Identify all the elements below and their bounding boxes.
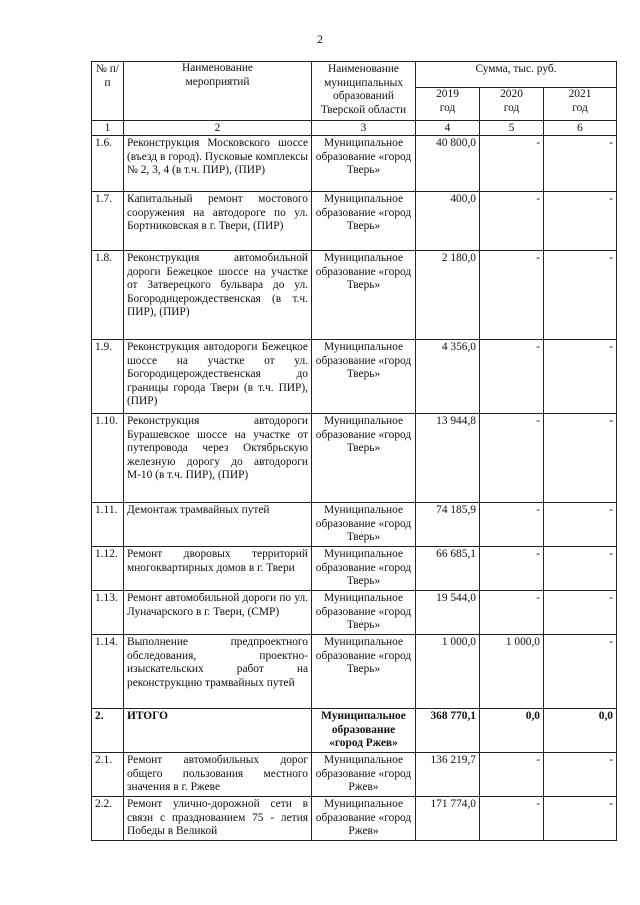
col-number: 5 [480, 121, 544, 136]
row-number: 1.9. [92, 340, 124, 414]
row-value-2020: - [480, 797, 544, 841]
row-value-2021: - [544, 635, 617, 709]
table-row [92, 503, 617, 547]
header-2019: 2019 год [416, 88, 480, 121]
header-muni: Наименование муниципальных образований Тверской области [312, 62, 416, 121]
row-value-2020: 0,0 [480, 709, 544, 753]
row-value-2019: 66 685,1 [416, 547, 480, 591]
header-row-1 [92, 62, 617, 88]
row-value-2020: - [480, 192, 544, 251]
col-number: 6 [544, 121, 617, 136]
row-number: 1.7. [92, 192, 124, 251]
col-number: 3 [312, 121, 416, 136]
col-number: 2 [124, 121, 312, 136]
row-value-2021: - [544, 192, 617, 251]
row-value-2020: 1 000,0 [480, 635, 544, 709]
table-row [92, 340, 617, 414]
row-value-2019: 1 000,0 [416, 635, 480, 709]
row-number: 1.10. [92, 414, 124, 503]
row-municipality: Муниципальное образование «город Тверь» [312, 635, 416, 709]
row-value-2019: 19 544,0 [416, 591, 480, 635]
row-value-2019: 400,0 [416, 192, 480, 251]
row-municipality: Муниципальное образование «город Тверь» [312, 503, 416, 547]
row-value-2021: - [544, 797, 617, 841]
row-value-2020: - [480, 547, 544, 591]
table-row [92, 414, 617, 503]
row-value-2021: 0,0 [544, 709, 617, 753]
header-num: № п/п [92, 62, 124, 121]
table-row [92, 635, 617, 709]
row-municipality: Муниципальное образование «город Тверь» [312, 414, 416, 503]
row-value-2021: - [544, 340, 617, 414]
row-name: Выполнение предпроектного обследования, проектно-изыскательских работ на реконструкцию трамвайных путей [124, 635, 312, 709]
row-value-2020: - [480, 503, 544, 547]
row-name: Ремонт автомобильной дороги по ул. Луначарского в г. Твери, (СМР) [124, 591, 312, 635]
row-municipality: Муниципальное образование «город Тверь» [312, 547, 416, 591]
row-number: 2.1. [92, 753, 124, 797]
row-value-2020: - [480, 414, 544, 503]
row-value-2021: - [544, 753, 617, 797]
row-name: ИТОГО [124, 709, 312, 753]
column-numbers-row [92, 121, 617, 136]
row-number: 1.13. [92, 591, 124, 635]
header-2020: 2020 год [480, 88, 544, 121]
row-value-2020: - [480, 591, 544, 635]
table-row [92, 709, 617, 753]
row-value-2021: - [544, 414, 617, 503]
row-municipality: Муниципальное образование «город Тверь» [312, 251, 416, 340]
table-row [92, 547, 617, 591]
row-value-2019: 4 356,0 [416, 340, 480, 414]
page-number: 2 [317, 32, 323, 46]
budget-table [91, 61, 617, 841]
table-row [92, 251, 617, 340]
table-row [92, 192, 617, 251]
table-row [92, 136, 617, 192]
row-number: 1.6. [92, 136, 124, 192]
row-name: Реконструкция автодороги Бежецкое шоссе на участке от ул. Богородицерождественская до границы города Твери (в т.ч. ПИР), (ПИР) [124, 340, 312, 414]
row-name: Реконструкция автомобильной дороги Бежецкое шоссе на участке от Затверецкого бульвара до ул. Богородицерождественская (в т.ч. ПИР), (ПИР) [124, 251, 312, 340]
row-value-2019: 74 185,9 [416, 503, 480, 547]
header-2021: 2021 год [544, 88, 617, 121]
row-name: Ремонт автомобильных дорог общего пользования местного значения в г. Ржеве [124, 753, 312, 797]
row-value-2021: - [544, 136, 617, 192]
row-municipality: Муниципальное образование «город Тверь» [312, 136, 416, 192]
row-municipality: Муниципальное образование «город Ржев» [312, 709, 416, 753]
row-number: 1.11. [92, 503, 124, 547]
row-municipality: Муниципальное образование «город Ржев» [312, 753, 416, 797]
row-number: 1.8. [92, 251, 124, 340]
row-number: 2. [92, 709, 124, 753]
row-name: Капитальный ремонт мостового сооружения на автодороге по ул. Бортниковская в г. Твери, (ПИР) [124, 192, 312, 251]
row-municipality: Муниципальное образование «город Ржев» [312, 797, 416, 841]
row-value-2021: - [544, 591, 617, 635]
row-number: 2.2. [92, 797, 124, 841]
row-value-2020: - [480, 251, 544, 340]
row-name: Реконструкция автодороги Бурашевское шоссе на участке от путепровода через Октябрьскую железную дорогу до автодороги М-10 (в т.ч. ПИР), (ПИР) [124, 414, 312, 503]
row-value-2021: - [544, 251, 617, 340]
row-number: 1.14. [92, 635, 124, 709]
row-value-2019: 171 774,0 [416, 797, 480, 841]
row-value-2019: 40 800,0 [416, 136, 480, 192]
row-value-2019: 2 180,0 [416, 251, 480, 340]
col-number: 1 [92, 121, 124, 136]
row-value-2019: 13 944,8 [416, 414, 480, 503]
table-row [92, 753, 617, 797]
table-row [92, 797, 617, 841]
row-name: Ремонт дворовых территорий многоквартирных домов в г. Твери [124, 547, 312, 591]
row-name: Ремонт улично-дорожной сети в связи с празднованием 75 - летия Победы в Великой [124, 797, 312, 841]
row-value-2020: - [480, 136, 544, 192]
header-sum: Сумма, тыс. руб. [416, 62, 617, 88]
row-municipality: Муниципальное образование «город Тверь» [312, 192, 416, 251]
table-row [92, 591, 617, 635]
row-value-2020: - [480, 753, 544, 797]
row-name: Реконструкция Московского шоссе (въезд в город). Пусковые комплексы № 2, 3, 4 (в т.ч. ПИР), (ПИР) [124, 136, 312, 192]
col-number: 4 [416, 121, 480, 136]
row-name: Демонтаж трамвайных путей [124, 503, 312, 547]
header-name: Наименование мероприятий [124, 62, 312, 121]
row-number: 1.12. [92, 547, 124, 591]
row-municipality: Муниципальное образование «город Тверь» [312, 591, 416, 635]
row-municipality: Муниципальное образование «город Тверь» [312, 340, 416, 414]
row-value-2019: 136 219,7 [416, 753, 480, 797]
row-value-2019: 368 770,1 [416, 709, 480, 753]
row-value-2021: - [544, 503, 617, 547]
row-value-2021: - [544, 547, 617, 591]
row-value-2020: - [480, 340, 544, 414]
